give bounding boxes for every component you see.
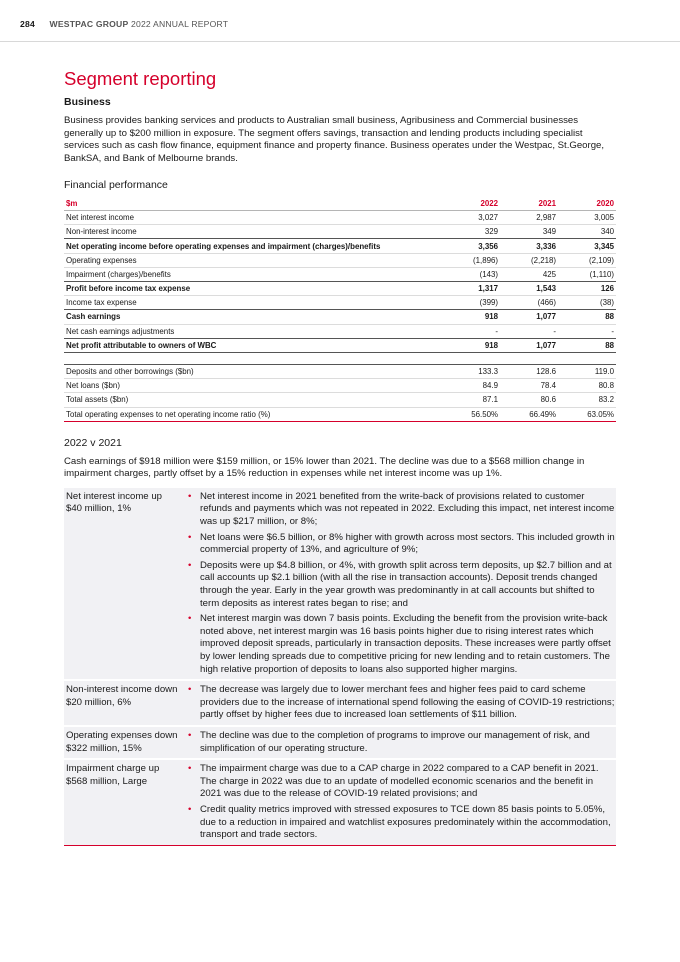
table-row: [64, 225, 616, 239]
column-header: $m: [64, 196, 442, 210]
bullet-item: • Deposits were up $4.8 billion, or 4%, with growth split across term deposits, up $2.7 billion and at call accounts up $2.1 billion (with all the rise in transaction accounts). Deposit trends changed through the year. Early in the year growth was predominantly in at call accounts but shifted to term deposits as interest rates began to rise; and: [188, 560, 616, 610]
row-label: Net cash earnings adjustments: [64, 324, 442, 338]
comparison-heading: 2022 v 2021: [64, 436, 122, 449]
financial-performance-heading: Financial performance: [64, 179, 168, 192]
page-number: 284: [20, 19, 35, 29]
row-label: Net operating income before operating expenses and impairment (charges)/benefits: [64, 239, 442, 253]
value-2021: (2,218): [500, 253, 558, 267]
analysis-label-text: Impairment charge up: [66, 763, 160, 775]
analysis-label: [64, 491, 188, 676]
analysis-label-text: Operating expenses down: [66, 729, 178, 741]
value-2020: 88: [558, 310, 616, 324]
value-2022: 3,027: [478, 213, 498, 223]
value-2020: 83.2: [558, 393, 616, 407]
analysis-amount: $568 million, Large: [66, 775, 148, 787]
financial-performance-table: [64, 196, 616, 421]
analysis-label: [64, 730, 188, 755]
value-2021: 1,077: [500, 310, 558, 324]
value-2022: 56.50%: [442, 407, 500, 421]
value-2022: 1,317: [442, 282, 500, 296]
value-2021: 80.6: [500, 393, 558, 407]
value-2021: 425: [500, 267, 558, 281]
table-row: [64, 379, 616, 393]
intro-paragraph: Business provides banking services and products to Australian small business, Agribusiness and Commercial businesses generally up to $200 million in exposure. The segment offers savings, transaction and lending products including specialist services such as cash flow finance, equipment finance and property finance. Business operates under the Westpac, St.George, BankSA, and Bank of Melbourne brands.: [64, 115, 605, 164]
value-2021: -: [500, 324, 558, 338]
analysis-row: [64, 725, 616, 758]
value-2020: (2,109): [558, 253, 616, 267]
table-row: [64, 324, 616, 338]
spacer-cell: [64, 352, 616, 364]
value-2021: 66.49%: [500, 407, 558, 421]
company-name: WESTPAC GROUP: [49, 19, 129, 29]
analysis-bullets: [188, 684, 616, 722]
value-2020: (38): [558, 296, 616, 310]
analysis-row: [64, 679, 616, 725]
value-2020: 119.0: [558, 364, 616, 378]
row-label: Deposits and other borrowings ($bn): [64, 364, 442, 378]
value-2020: 63.05%: [558, 407, 616, 421]
table-row: [64, 253, 616, 267]
analysis-label: [64, 684, 188, 722]
value-2020: 3,345: [558, 239, 616, 253]
value-2022: 918: [442, 338, 500, 352]
header-divider: [0, 41, 680, 42]
analysis-row: [64, 758, 616, 845]
table-row: [64, 393, 616, 407]
table-row: [64, 310, 616, 324]
row-label: Net interest income: [66, 213, 134, 223]
value-2022: 918: [442, 310, 500, 324]
row-label: Net loans ($bn): [64, 379, 442, 393]
value-2022: (1,896): [442, 253, 500, 267]
value-2022: 133.3: [442, 364, 500, 378]
value-2021: 3,336: [500, 239, 558, 253]
value-2020: -: [558, 324, 616, 338]
analysis-bullets: [188, 491, 616, 676]
row-label: Profit before income tax expense: [64, 282, 442, 296]
page-header: [20, 19, 228, 29]
page-title: Segment reporting: [64, 68, 217, 89]
row-label: Income tax expense: [64, 296, 442, 310]
value-2021: 1,543: [500, 282, 558, 296]
analysis-bullets: [188, 730, 616, 755]
column-header: 2021: [500, 196, 558, 210]
value-2022: 3,356: [442, 239, 500, 253]
bullet-item: • Net loans were $6.5 billion, or 8% higher with growth across most sectors. This included growth in commercial property of 13%, and agriculture of 9%;: [188, 532, 616, 557]
table-body: [64, 211, 616, 422]
row-label: Total operating expenses to net operating income ratio (%): [64, 407, 442, 421]
value-2022: 87.1: [442, 393, 500, 407]
value-2021: 78.4: [500, 379, 558, 393]
analysis-row: [64, 488, 616, 679]
bullet-item: • Net interest income in 2021 benefited from the write-back of provisions related to customer refunds and payments which was not repeated in 2022. Excluding this impact, net interest income was up $217 million, or 8%;: [188, 491, 616, 529]
analysis-amount: $40 million, 1%: [66, 503, 132, 515]
table-row: [64, 364, 616, 378]
analysis-label-text: Net interest income up: [66, 490, 162, 502]
value-2022: (143): [442, 267, 500, 281]
value-2021: 1,077: [500, 338, 558, 352]
row-label: Impairment (charges)/benefits: [64, 267, 442, 281]
value-2020: (1,110): [558, 267, 616, 281]
value-2020: 3,005: [594, 213, 614, 223]
analysis-amount: $20 million, 6%: [66, 696, 132, 708]
value-2020: 88: [558, 338, 616, 352]
report-name: 2022 ANNUAL REPORT: [130, 19, 229, 29]
table-row: [64, 267, 616, 281]
bullet-item: • Net interest margin was down 7 basis points. Excluding the benefit from the provision write-back noted above, net interest margin was 16 basis points higher due to rising interest rates which improved deposit spreads, particularly in transaction deposits. These increases were partly offset by lower lending spreads due to competitive pricing for new lending and to retain customers. The high relative proportion of deposits to loans also supported higher margins.: [188, 613, 616, 676]
bullet-item: • Credit quality metrics improved with stressed exposures to TCE down 85 basis points to 5.05%, due to a reduction in impaired and watchlist exposures predominately within the accommodation, transport and trade sectors.: [188, 804, 616, 842]
table-header-row: [64, 196, 616, 210]
analysis-label-text: Non-interest income down: [66, 684, 178, 696]
table-row: [64, 407, 616, 421]
table-row: [64, 239, 616, 253]
table-row: [64, 338, 616, 352]
analysis-bullets: [188, 763, 616, 842]
row-label: Non-interest income: [64, 225, 442, 239]
table-row: [64, 296, 616, 310]
table-row: [64, 282, 616, 296]
analysis-amount: $322 million, 15%: [66, 742, 142, 754]
value-2020: 80.8: [558, 379, 616, 393]
value-2020: 126: [558, 282, 616, 296]
value-2022: 84.9: [442, 379, 500, 393]
main-content: [64, 68, 616, 846]
analysis-label: [64, 763, 188, 842]
analysis-table: [64, 488, 616, 846]
section-heading: Business: [64, 96, 111, 108]
bullet-item: • The decrease was largely due to lower merchant fees and higher fees paid to card scheme providers due to the increase of international spend following the easing of COVID-19 restrictions; partly offset by higher fees due to increased loan settlements of $11 billion.: [188, 684, 616, 722]
table-row: [64, 211, 616, 225]
value-2020: 340: [558, 225, 616, 239]
value-2022: 329: [442, 225, 500, 239]
value-2021: 2,987: [536, 213, 556, 223]
comparison-summary: Cash earnings of $918 million were $159 million, or 15% lower than 2021. The decline was due to a $568 million change in impairment charges, partly offset by a 15% reduction in expenses while net interest income was up 1%.: [64, 455, 585, 480]
column-header: 2020: [558, 196, 616, 210]
value-2022: (399): [442, 296, 500, 310]
bullet-item: • The decline was due to the completion of programs to improve our management of risk, and simplification of our operating structure.: [188, 730, 616, 755]
row-label: Net profit attributable to owners of WBC: [64, 338, 442, 352]
bullet-item: • The impairment charge was due to a CAP charge in 2022 compared to a CAP benefit in 2021. The charge in 2022 was due to an update of modelled economic scenarios and the benefit in 2021 was due to the release of COVID-19 related provisions; and: [188, 763, 616, 801]
value-2021: 128.6: [500, 364, 558, 378]
value-2021: 349: [500, 225, 558, 239]
column-header: 2022: [442, 196, 500, 210]
value-2022: -: [442, 324, 500, 338]
row-label: Total assets ($bn): [64, 393, 442, 407]
table-spacer: [64, 352, 616, 364]
row-label: Cash earnings: [64, 310, 442, 324]
row-label: Operating expenses: [64, 253, 442, 267]
value-2021: (466): [500, 296, 558, 310]
